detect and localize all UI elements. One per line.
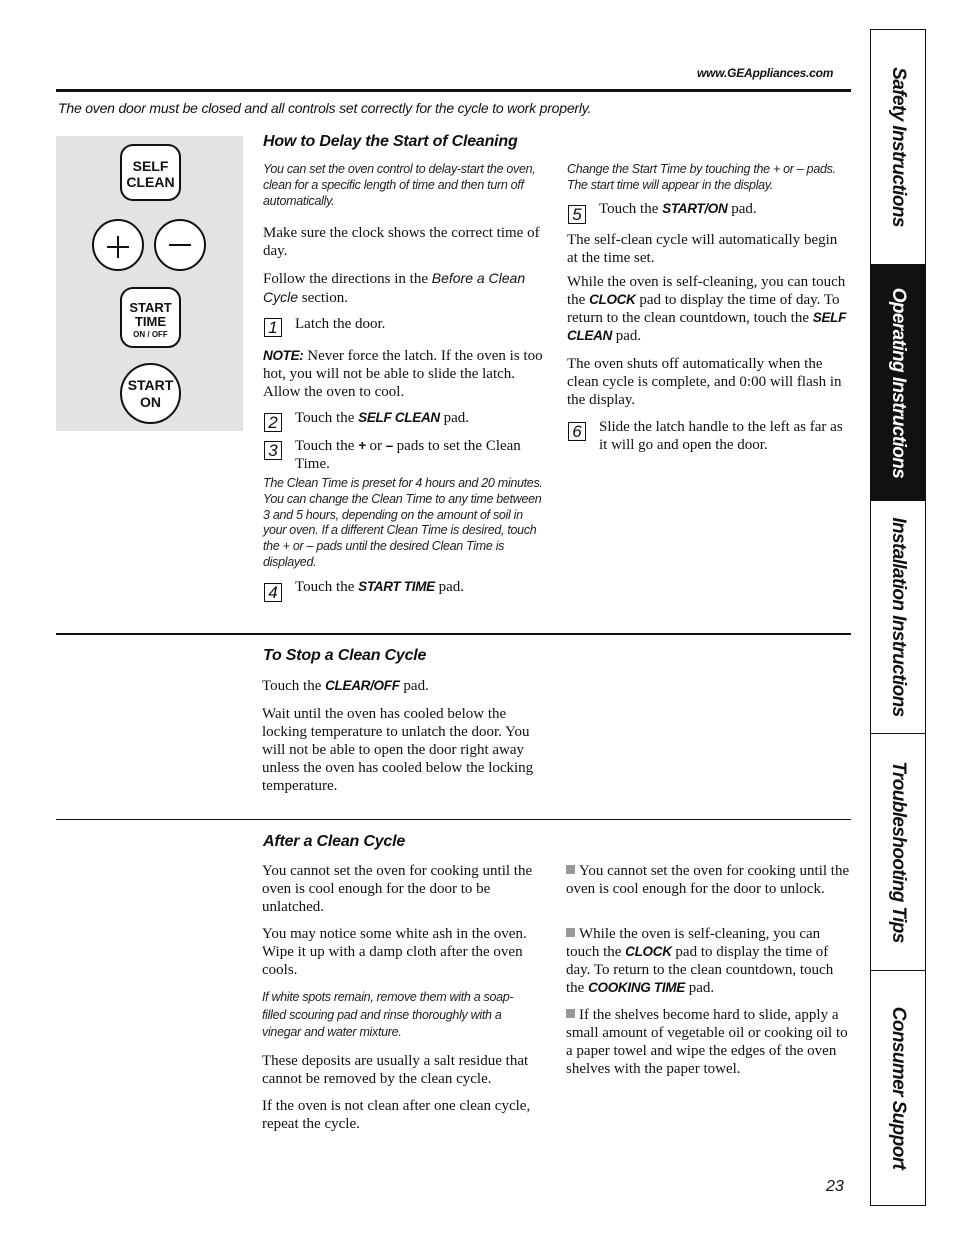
website-url: www.GEAppliances.com	[697, 66, 834, 80]
section-divider-1	[56, 633, 851, 635]
preset-note: The Clean Time is preset for 4 hours and 20 minutes. You can change the Clean Time to any time between 3 and 5 hours, depending on the amount of soil in your oven. If a different Clean Time is desired, touch the + or – pads until the desired Clean Time is displayed.	[263, 476, 543, 569]
tab-label-installation: Installation Instructions	[888, 517, 909, 717]
tab-safety-instructions[interactable]	[871, 30, 925, 265]
tab-label-consumer: Consumer Support	[888, 1006, 909, 1170]
step-3-pre: Touch the	[295, 438, 359, 454]
before-clean-cycle-reference: Before a Clean Cycle	[263, 270, 526, 305]
minus-pad	[154, 219, 206, 271]
after-heading: After a Clean Cycle	[263, 833, 406, 850]
delay-heading: How to Delay the Start of Cleaning	[263, 133, 518, 150]
bullet-square-icon	[566, 1009, 575, 1018]
follow-directions-text	[263, 269, 548, 307]
start-time-pad	[120, 287, 181, 348]
minus-key: –	[385, 438, 393, 453]
step-4-text	[295, 578, 547, 596]
while-c: pad.	[612, 328, 642, 344]
note-label: NOTE:	[263, 348, 304, 363]
bullet-2-b: pad to display the time of day. To return to the clean countdown, touch the	[566, 944, 834, 996]
tab-consumer-support[interactable]	[871, 971, 925, 1205]
start-on-key: START/ON	[662, 201, 728, 216]
step-2-text	[295, 409, 547, 427]
control-panel-illustration	[56, 136, 243, 431]
clock-check-text: Make sure the clock shows the correct time of day.	[263, 225, 540, 259]
step-6-text: Slide the latch handle to the left as far as it will go and open the door.	[599, 419, 843, 453]
clock-key: CLOCK	[589, 292, 636, 307]
step-5-pre: Touch the	[599, 201, 663, 217]
stop-touch-text	[262, 677, 547, 695]
stop-touch-post: pad.	[399, 678, 429, 694]
tab-label-troubleshooting: Troubleshooting Tips	[888, 761, 909, 943]
top-rule	[56, 89, 851, 92]
start-on-pad	[120, 363, 181, 424]
step-number-1: 1	[264, 318, 282, 337]
start-time-key: START TIME	[358, 579, 435, 594]
tab-label-operating: Operating Instructions	[888, 287, 909, 478]
after-paragraph-2: You may notice some white ash in the oven. Wipe it up with a damp cloth after the oven cools.	[262, 926, 527, 978]
stop-heading: To Stop a Clean Cycle	[263, 647, 427, 664]
after-paragraph-1: You cannot set the oven for cooking until the oven is cool enough for the door to be unlatched.	[262, 863, 533, 915]
start-on-pad-label-2: ON	[140, 394, 161, 410]
stop-touch-pre: Touch the	[262, 678, 326, 694]
bullet-item-1	[566, 862, 851, 898]
while-b: pad to display the time of day. To return to the clean countdown, touch the	[567, 292, 840, 326]
self-clean-key: SELF CLEAN	[358, 410, 440, 425]
start-time-pad-label-3: ON / OFF	[133, 330, 168, 339]
section-tabs	[870, 29, 926, 1206]
note-text	[263, 347, 547, 401]
step-5-post: pad.	[727, 201, 757, 217]
start-on-pad-label-1: START	[127, 377, 174, 393]
bullet-square-icon	[566, 865, 575, 874]
after-tip: If white spots remain, remove them with a soap-filled scouring pad and rinse thoroughly with a vinegar and water mixture.	[262, 990, 514, 1039]
tab-installation-instructions[interactable]	[871, 501, 925, 734]
bullet-item-2	[566, 925, 851, 997]
step-number-3: 3	[264, 441, 282, 460]
bullet-1-text: You cannot set the oven for cooking until the oven is cool enough for the door to unlock.	[566, 863, 850, 897]
tab-troubleshooting-tips[interactable]	[871, 734, 925, 971]
bullet-2-a: While the oven is self-cleaning, you can touch the	[566, 926, 821, 960]
stop-wait-text: Wait until the oven has cooled below the locking temperature to unlatch the door. You will not be able to open the door right away unless the oven has cooled below the locking temperature.	[262, 706, 534, 794]
step-5-text	[599, 200, 849, 218]
intro-note: The oven door must be closed and all controls set correctly for the cycle to work properly.	[58, 100, 592, 116]
step-4-post: pad.	[434, 579, 465, 595]
after-paragraph-4: If the oven is not clean after one clean cycle, repeat the cycle.	[262, 1098, 531, 1132]
plus-key: +	[358, 438, 366, 453]
self-clean-key-2: SELF CLEAN	[567, 310, 847, 343]
auto-begin-text: The self-clean cycle will automatically begin at the time set.	[567, 232, 838, 266]
step-4-pre: Touch the	[295, 579, 359, 595]
follow-post: section.	[298, 290, 349, 306]
step-3-post: pads to set the Clean Time.	[295, 438, 521, 472]
clock-key-2: CLOCK	[625, 944, 672, 959]
tab-label-safety: Safety Instructions	[888, 67, 909, 227]
clear-off-key: CLEAR/OFF	[325, 678, 400, 693]
start-time-pad-label-2: TIME	[134, 314, 167, 329]
bullet-3-text: If the shelves become hard to slide, apply a small amount of vegetable oil or cooking oil to a paper towel and wipe the edges of the oven shelves with the paper towel.	[566, 1007, 848, 1077]
step-2-post: pad.	[439, 410, 470, 426]
self-clean-pad-label-1: SELF	[132, 158, 169, 174]
page-number: 23	[826, 1178, 844, 1195]
tab-operating-instructions[interactable]	[871, 265, 925, 501]
section-divider-2	[56, 819, 851, 820]
step-number-4: 4	[264, 583, 282, 602]
step-number-2: 2	[264, 413, 282, 432]
step-number-5: 5	[568, 205, 586, 224]
step-2-pre: Touch the	[295, 410, 359, 426]
start-time-pad-label-1: START	[129, 300, 172, 315]
plus-pad	[92, 219, 144, 271]
note-body: Never force the latch. If the oven is too hot, you will not be able to slide the latch. Allow the oven to cool.	[263, 348, 543, 400]
self-clean-pad-label-2: CLEAN	[126, 174, 175, 190]
delay-intro: You can set the oven control to delay-start the oven, clean for a specific length of time and then turn off automatically.	[263, 162, 536, 208]
shuts-off-text: The oven shuts off automatically when the clean cycle is complete, and 0:00 will flash in the display.	[567, 356, 842, 408]
plus-icon	[94, 221, 142, 269]
bullet-2-c: pad.	[684, 980, 715, 996]
after-paragraph-3: These deposits are usually a salt residue that cannot be removed by the clean cycle.	[262, 1053, 529, 1087]
while-cleaning-text	[567, 273, 851, 345]
step-number-6: 6	[568, 422, 586, 441]
minus-icon	[156, 221, 204, 269]
change-start-note: Change the Start Time by touching the + or – pads. The start time will appear in the display.	[567, 162, 836, 192]
step-1-text: Latch the door.	[295, 316, 386, 332]
cooking-time-key: COOKING TIME	[588, 980, 685, 995]
step-3-or: or	[365, 438, 386, 454]
bullet-item-3	[566, 1006, 851, 1078]
bullet-square-icon	[566, 928, 575, 937]
step-3-text	[295, 437, 547, 473]
self-clean-pad	[120, 144, 181, 201]
while-a: While the oven is self-cleaning, you can touch the	[567, 274, 846, 308]
follow-pre: Follow the directions in the	[263, 271, 432, 287]
